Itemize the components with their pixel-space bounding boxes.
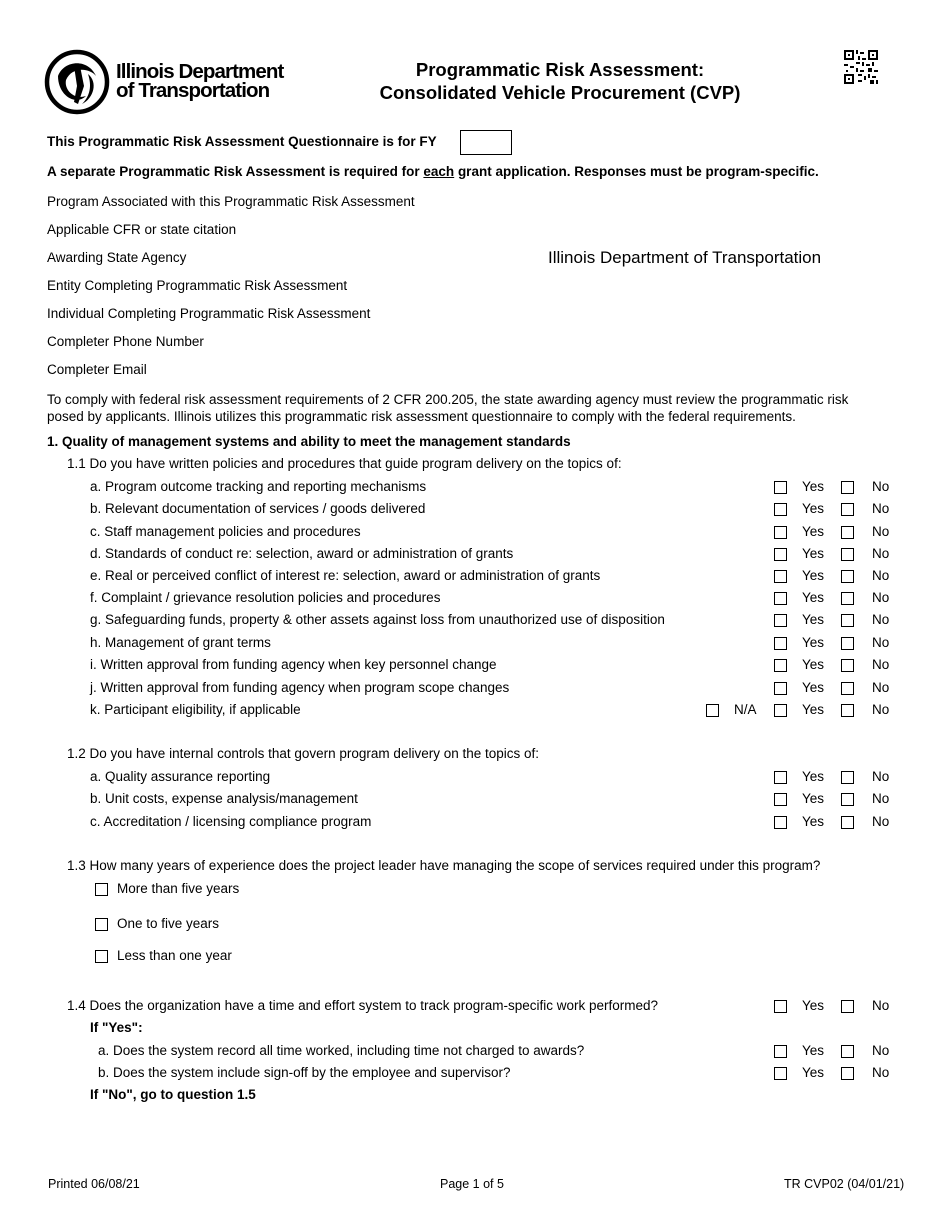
q1-4-if-no: If "No", go to question 1.5	[90, 1087, 256, 1102]
q1-4-item-1-no-label: No	[872, 1065, 890, 1080]
q1-1-item-1-no-label: No	[872, 501, 890, 516]
q1-1-item-2-text: c. Staff management policies and procedures	[90, 524, 361, 539]
q1-1-item-9-yes-label: Yes	[802, 680, 825, 695]
q1-1-item-6-yes-label: Yes	[802, 612, 825, 627]
q1-1-item-2-yes-label: Yes	[802, 524, 825, 539]
q1-1-item-5-no-checkbox[interactable]	[841, 592, 854, 605]
section-1-title: 1. Quality of management systems and ability to meet the management standards	[47, 434, 571, 449]
logo-wordmark: Illinois Department of Transportation	[116, 60, 284, 102]
q1-1-item-7-yes-label: Yes	[802, 635, 825, 650]
q1-1-item-7-text: h. Management of grant terms	[90, 635, 271, 650]
q1-1-item-4-no-label: No	[872, 568, 890, 583]
idot-logo	[44, 46, 304, 118]
q1-2-item-1-no-checkbox[interactable]	[841, 793, 854, 806]
q1-4-yes-checkbox[interactable]	[774, 1000, 787, 1013]
q1-1-item-7-yes-checkbox[interactable]	[774, 637, 787, 650]
q1-1-item-10-yes-label: Yes	[802, 702, 825, 717]
q1-2-item-2-text: c. Accreditation / licensing compliance program	[90, 814, 372, 829]
q1-4-item-0-yes-label: Yes	[802, 1043, 825, 1058]
q1-2-item-2-no-checkbox[interactable]	[841, 816, 854, 829]
q1-2-item-1-no-label: No	[872, 791, 890, 806]
q1-1-item-10-text: k. Participant eligibility, if applicable	[90, 702, 301, 717]
q1-2-item-0-text: a. Quality assurance reporting	[90, 769, 271, 784]
footer-printed: Printed 06/08/21	[48, 1177, 140, 1191]
q1-1-item-1-text: b. Relevant documentation of services / goods delivered	[90, 501, 426, 516]
q1-1-item-3-yes-checkbox[interactable]	[774, 548, 787, 561]
q1-1-item-0-yes-checkbox[interactable]	[774, 481, 787, 494]
q1-4-item-0-no-checkbox[interactable]	[841, 1045, 854, 1058]
field-program-label: Program Associated with this Programmatic Risk Assessment	[47, 194, 415, 209]
q1-1-item-10-no-checkbox[interactable]	[841, 704, 854, 717]
q1-1-item-8-yes-label: Yes	[802, 657, 825, 672]
q1-1-item-0-yes-label: Yes	[802, 479, 825, 494]
title-line-1: Programmatic Risk Assessment:	[415, 59, 705, 80]
q1-1-item-0-no-checkbox[interactable]	[841, 481, 854, 494]
title-line-2: Consolidated Vehicle Procurement (CVP)	[379, 82, 741, 103]
field-individual-label: Individual Completing Programmatic Risk Assessment	[47, 306, 371, 321]
q1-1-item-6-no-label: No	[872, 612, 890, 627]
q1-3-choice-2-label: Less than one year	[117, 948, 232, 963]
q1-1-item-4-yes-checkbox[interactable]	[774, 570, 787, 583]
q1-1-item-4-no-checkbox[interactable]	[841, 570, 854, 583]
separate-note-after: grant application. Responses must be program-specific.	[454, 164, 819, 179]
q1-2-item-0-yes-label: Yes	[802, 769, 825, 784]
q1-4-item-1-yes-label: Yes	[802, 1065, 825, 1080]
field-email-label: Completer Email	[47, 362, 147, 377]
q1-1-item-3-text: d. Standards of conduct re: selection, award or administration of grants	[90, 546, 514, 561]
q1-1-item-1-no-checkbox[interactable]	[841, 503, 854, 516]
q1-4-item-1-yes-checkbox[interactable]	[774, 1067, 787, 1080]
q1-2-item-2-yes-label: Yes	[802, 814, 825, 829]
q1-1-item-7-no-checkbox[interactable]	[841, 637, 854, 650]
q1-1-item-9-no-label: No	[872, 680, 890, 695]
q1-3-choice-1-label: One to five years	[117, 916, 220, 931]
q1-1-item-10-no-label: No	[872, 702, 890, 717]
fy-input[interactable]	[460, 130, 512, 155]
q1-4-no-label: No	[872, 998, 890, 1013]
q1-3-question: 1.3 How many years of experience does the project leader have managing the scope of services required under this program?	[67, 858, 821, 873]
q1-2-item-0-no-checkbox[interactable]	[841, 771, 854, 784]
q1-1-item-7-no-label: No	[872, 635, 890, 650]
q1-1-item-6-no-checkbox[interactable]	[841, 614, 854, 627]
q1-4-item-0-yes-checkbox[interactable]	[774, 1045, 787, 1058]
field-phone-label: Completer Phone Number	[47, 334, 204, 349]
footer-page: Page 1 of 5	[440, 1177, 504, 1191]
q1-1-item-4-text: e. Real or perceived conflict of interest re: selection, award or administration of grants	[90, 568, 601, 583]
q1-1-item-9-no-checkbox[interactable]	[841, 682, 854, 695]
q1-3-choice-2-checkbox[interactable]	[95, 950, 108, 963]
page-title	[300, 58, 820, 104]
q1-1-item-5-text: f. Complaint / grievance resolution policies and procedures	[90, 590, 441, 605]
q1-4-item-1-no-checkbox[interactable]	[841, 1067, 854, 1080]
intro-line-1: To comply with federal risk assessment requirements of 2 CFR 200.205, the state awarding agency must review the programmatic risk	[47, 392, 849, 407]
q1-1-item-3-no-checkbox[interactable]	[841, 548, 854, 561]
q1-1-item-6-yes-checkbox[interactable]	[774, 614, 787, 627]
q1-4-item-0-text: a. Does the system record all time worked, including time not charged to awards?	[98, 1043, 585, 1058]
q1-1-item-9-yes-checkbox[interactable]	[774, 682, 787, 695]
q1-1-item-5-yes-label: Yes	[802, 590, 825, 605]
q1-1-item-3-no-label: No	[872, 546, 890, 561]
q1-3-choice-1-checkbox[interactable]	[95, 918, 108, 931]
q1-1-item-8-text: i. Written approval from funding agency when key personnel change	[90, 657, 497, 672]
q1-4-yes-label: Yes	[802, 998, 825, 1013]
q1-3-choice-0-label: More than five years	[117, 881, 240, 896]
q1-1-item-5-no-label: No	[872, 590, 890, 605]
q1-1-item-0-text: a. Program outcome tracking and reporting mechanisms	[90, 479, 427, 494]
intro-line-2: posed by applicants. Illinois utilizes this programmatic risk assessment questionnaire to comply with the federal requirements.	[47, 409, 796, 424]
separate-note	[47, 164, 819, 180]
q1-1-item-4-yes-label: Yes	[802, 568, 825, 583]
q1-2-item-1-yes-checkbox[interactable]	[774, 793, 787, 806]
field-entity-label: Entity Completing Programmatic Risk Assessment	[47, 278, 348, 293]
field-agency-label: Awarding State Agency	[47, 250, 187, 265]
q1-1-item-8-no-checkbox[interactable]	[841, 659, 854, 672]
q1-1-item-1-yes-checkbox[interactable]	[774, 503, 787, 516]
q1-2-item-0-no-label: No	[872, 769, 890, 784]
q1-4-item-1-text: b. Does the system include sign-off by the employee and supervisor?	[98, 1065, 511, 1080]
intro-paragraph	[47, 391, 907, 425]
q1-1-item-10-yes-checkbox[interactable]	[774, 704, 787, 717]
q1-4-question: 1.4 Does the organization have a time and effort system to track program-specific work performed?	[67, 998, 659, 1013]
idot-emblem-icon	[44, 46, 110, 118]
q1-1-question: 1.1 Do you have written policies and procedures that guide program delivery on the topics of:	[67, 456, 622, 471]
field-cfr-label: Applicable CFR or state citation	[47, 222, 237, 237]
q1-1-item-2-no-label: No	[872, 524, 890, 539]
q1-1-item-2-no-checkbox[interactable]	[841, 526, 854, 539]
footer-form-number: TR CVP02 (04/01/21)	[784, 1177, 905, 1191]
separate-note-before: A separate Programmatic Risk Assessment is required for	[47, 164, 424, 179]
q1-2-item-0-yes-checkbox[interactable]	[774, 771, 787, 784]
q1-2-question: 1.2 Do you have internal controls that govern program delivery on the topics of:	[67, 746, 540, 761]
q1-1-item-2-yes-checkbox[interactable]	[774, 526, 787, 539]
q1-1-item-6-text: g. Safeguarding funds, property & other assets against loss from unauthorized use of disposition	[90, 612, 665, 627]
q1-3-choice-0-checkbox[interactable]	[95, 883, 108, 896]
q1-2-item-2-no-label: No	[872, 814, 890, 829]
field-agency-value[interactable]: Illinois Department of Transportation	[548, 248, 822, 267]
q1-1-item-5-yes-checkbox[interactable]	[774, 592, 787, 605]
q1-2-item-1-yes-label: Yes	[802, 791, 825, 806]
fy-label: This Programmatic Risk Assessment Questionnaire is for FY	[47, 134, 437, 149]
q1-2-item-1-text: b. Unit costs, expense analysis/management	[90, 791, 358, 806]
q1-4-if-yes: If "Yes":	[90, 1020, 143, 1035]
separate-note-emph: each	[423, 164, 455, 179]
q1-1-item-8-yes-checkbox[interactable]	[774, 659, 787, 672]
q1-4-item-0-no-label: No	[872, 1043, 890, 1058]
q1-2-item-2-yes-checkbox[interactable]	[774, 816, 787, 829]
qr-code-icon	[844, 50, 878, 84]
q1-1-item-0-no-label: No	[872, 479, 890, 494]
q1-1-item-3-yes-label: Yes	[802, 546, 825, 561]
q1-1-item-9-text: j. Written approval from funding agency when program scope changes	[90, 680, 510, 695]
q1-1-item-10-na-checkbox[interactable]	[706, 704, 719, 717]
q1-1-item-8-no-label: No	[872, 657, 890, 672]
q1-1-item-1-yes-label: Yes	[802, 501, 825, 516]
q1-1-item-10-na-label: N/A	[734, 702, 757, 717]
q1-4-no-checkbox[interactable]	[841, 1000, 854, 1013]
